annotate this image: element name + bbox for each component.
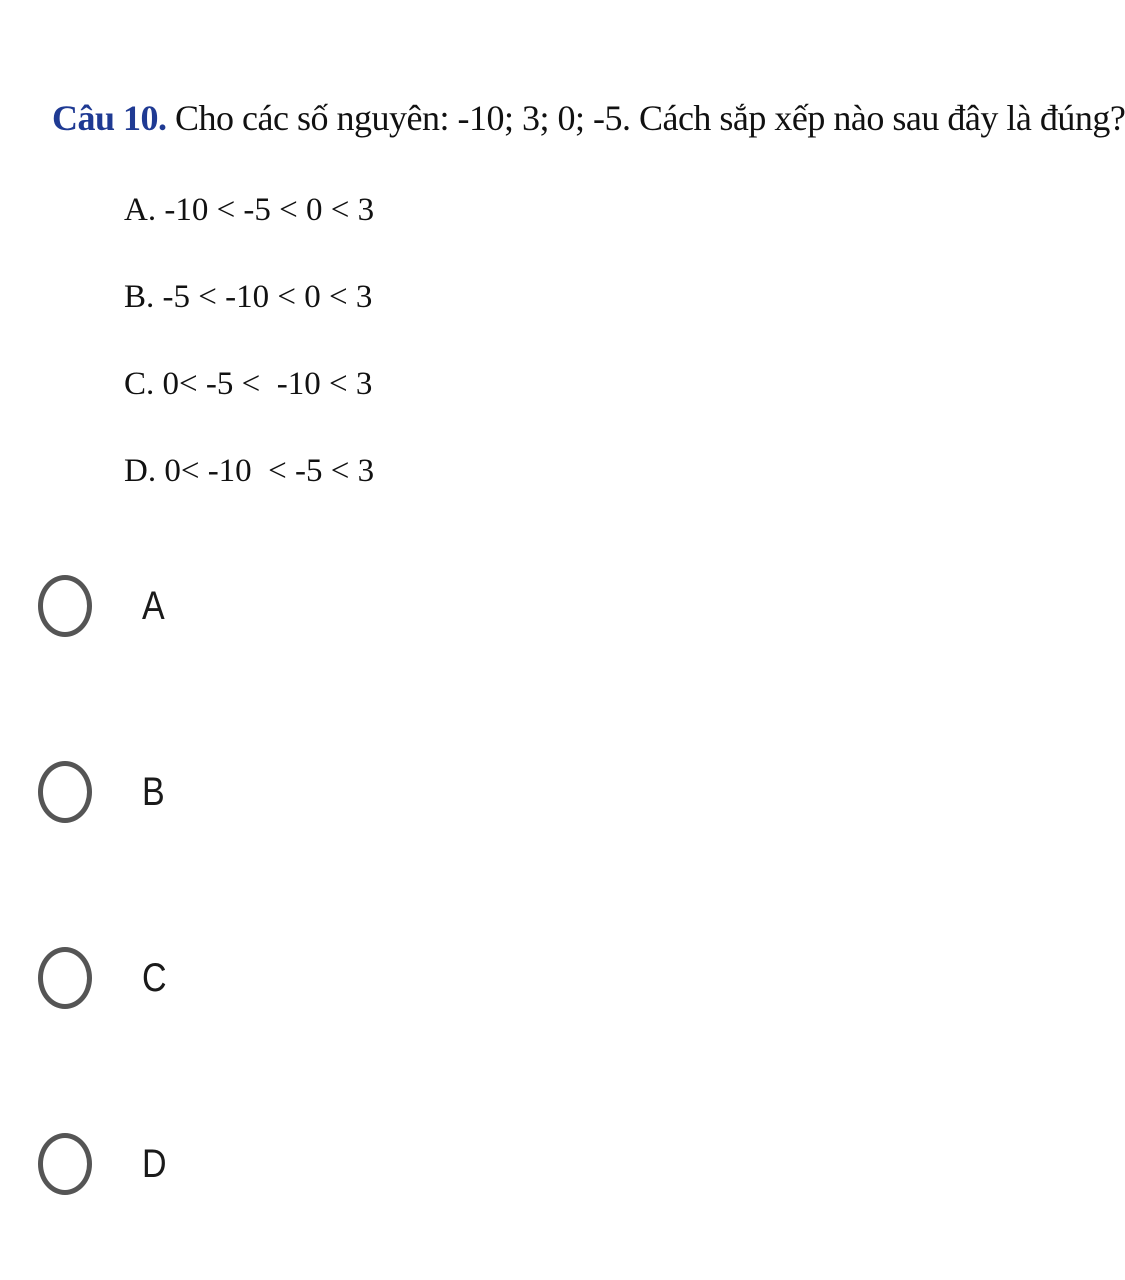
radio-button-c[interactable] [38, 947, 92, 1009]
option-c-text: C. 0< -5 < -10 < 3 [124, 366, 373, 402]
answer-choice-a[interactable] [38, 568, 438, 644]
answer-label-c: C [142, 955, 167, 1000]
option-d-text: D. 0< -10 < -5 < 3 [124, 453, 375, 489]
radio-button-b[interactable] [38, 761, 92, 823]
answer-choice-b[interactable] [38, 754, 438, 830]
answer-choice-c[interactable] [38, 940, 438, 1016]
question-body: Cho các số nguyên: -10; 3; 0; -5. Cách sắp xếp nào sau đây là đúng? [166, 98, 1125, 138]
question-text [52, 96, 1125, 140]
radio-button-a[interactable] [38, 575, 92, 637]
option-a-text: A. -10 < -5 < 0 < 3 [124, 192, 375, 228]
answer-label-d: D [142, 1141, 167, 1186]
answer-choice-d[interactable] [38, 1126, 438, 1202]
option-b-text: B. -5 < -10 < 0 < 3 [124, 279, 373, 315]
radio-button-d[interactable] [38, 1133, 92, 1195]
answer-label-a: A [142, 583, 165, 628]
answer-label-b: B [142, 769, 165, 814]
question-number: Câu 10. [52, 98, 167, 138]
